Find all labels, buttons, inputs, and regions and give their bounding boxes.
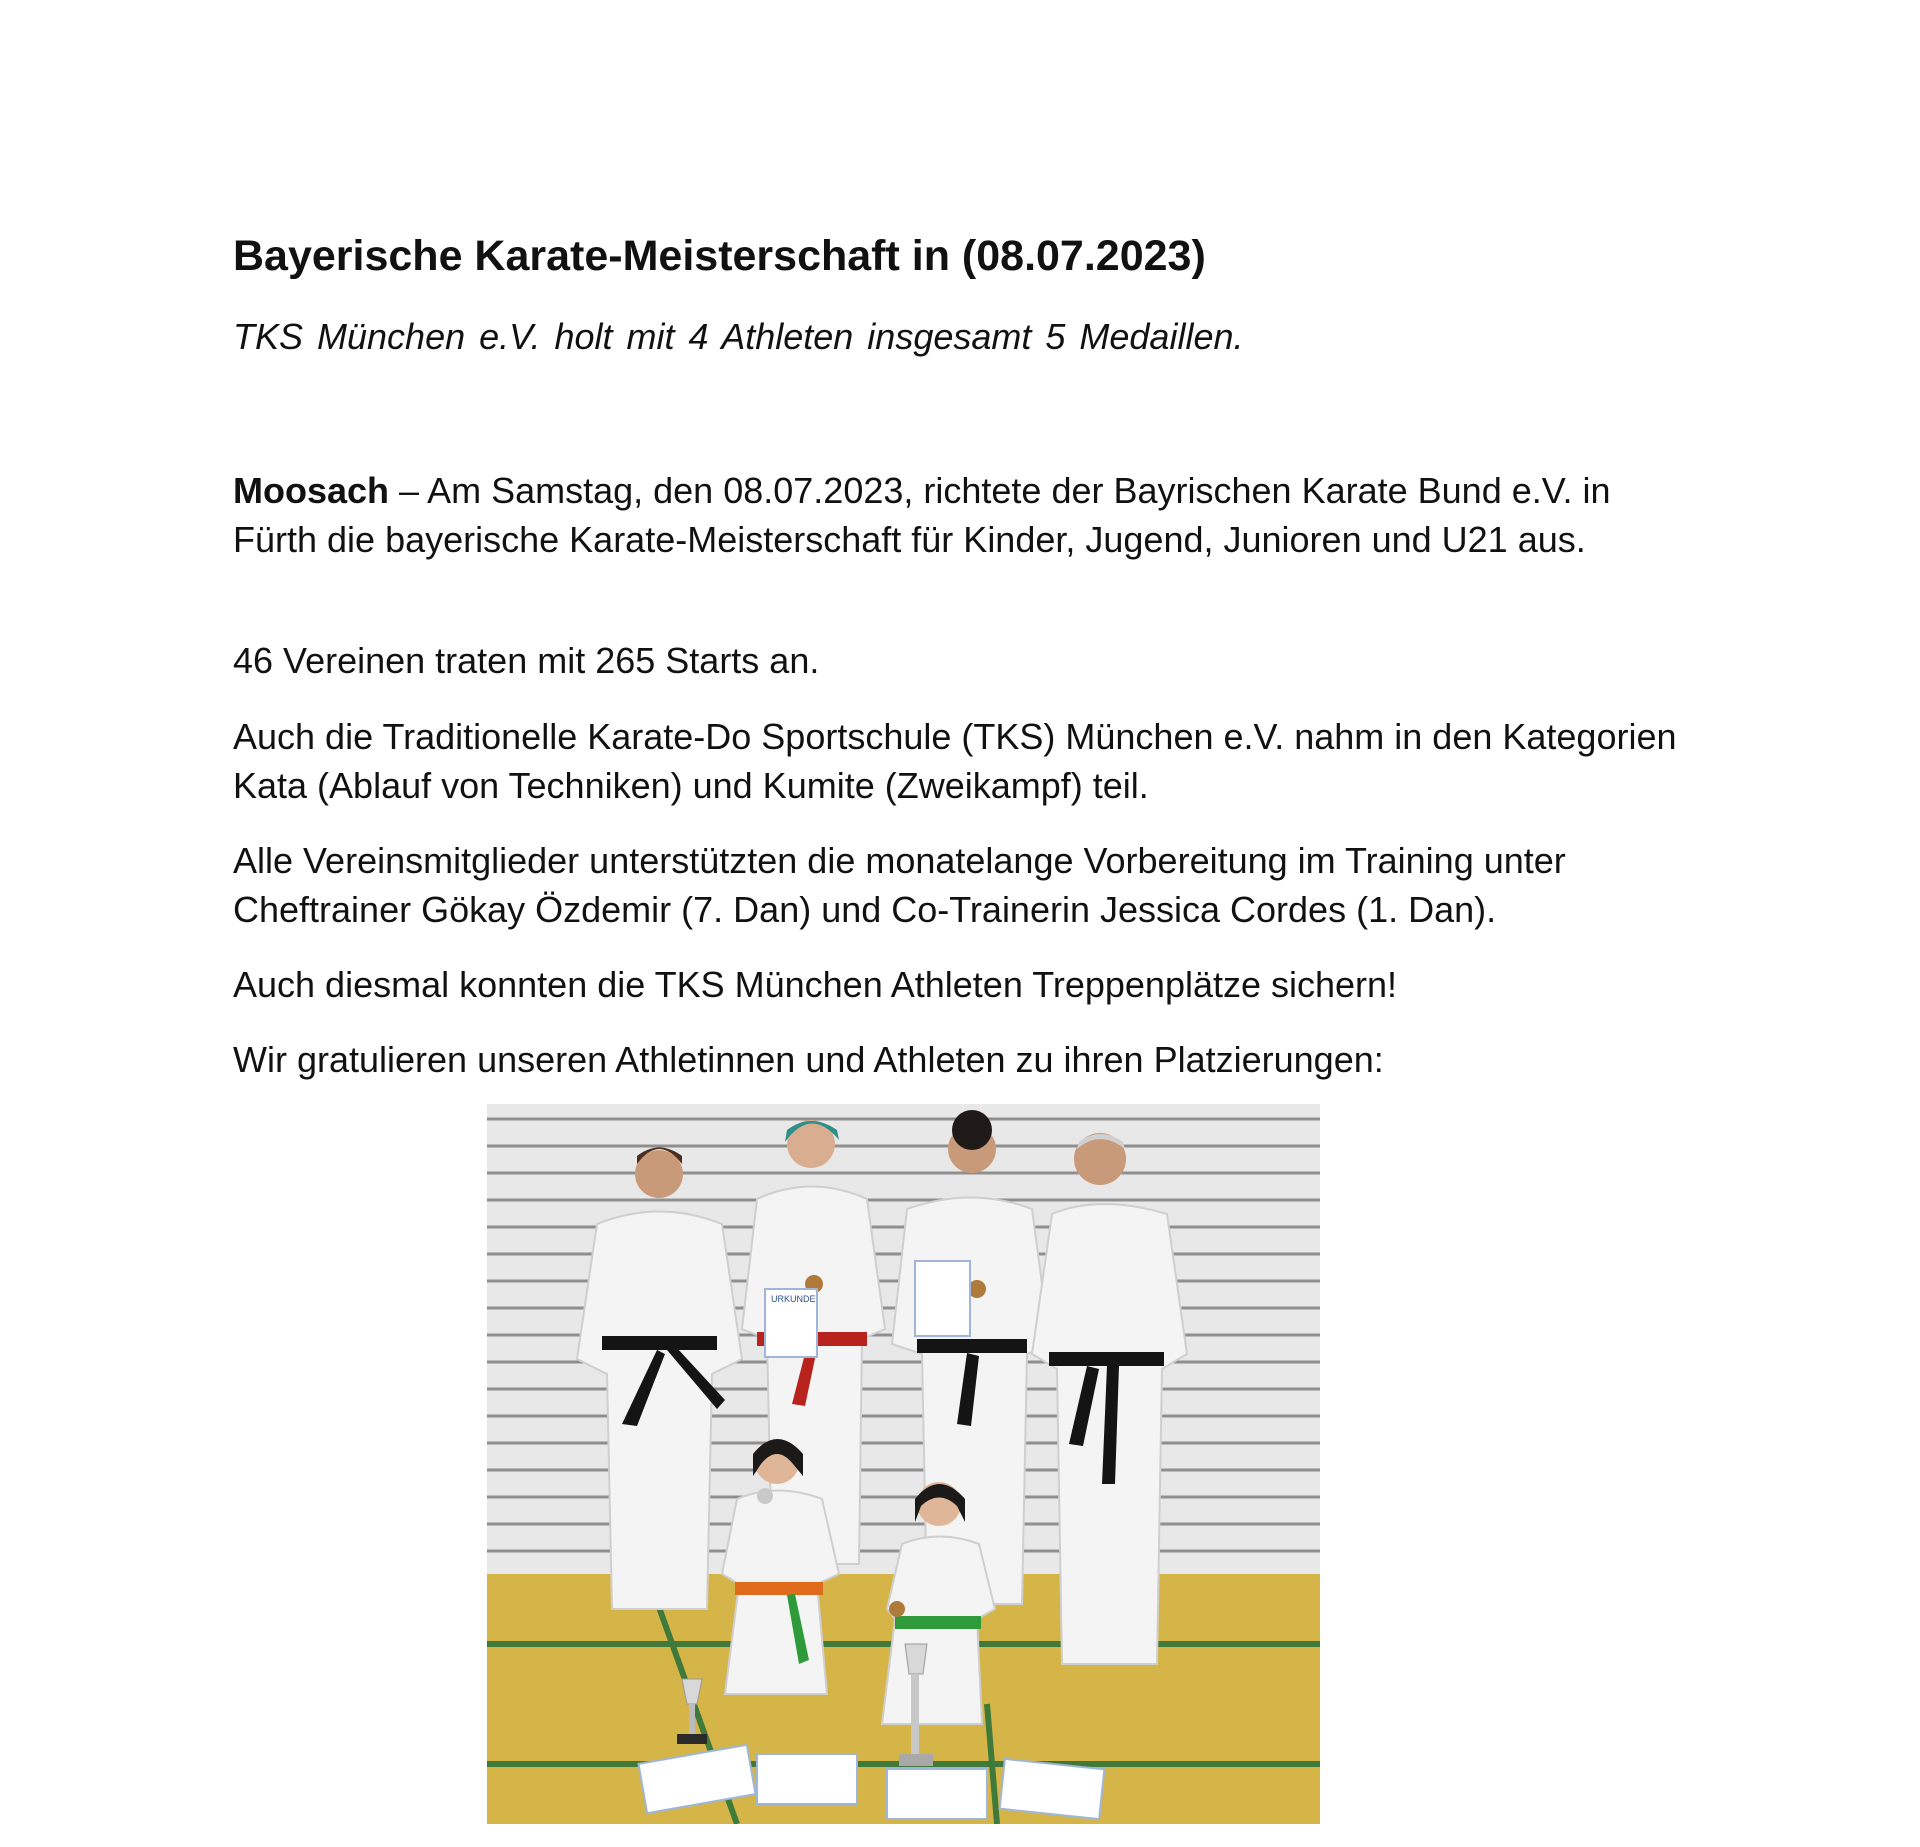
paragraph-tks-participation: Auch die Traditionelle Karate-Do Sportschule (TKS) München e.V. nahm in den Kategorien Kata (Ablauf von Techniken) und Kumite (Zweikampf) teil. (233, 716, 1677, 806)
document-title: Bayerische Karate-Meisterschaft in (08.07.2023) (233, 232, 1206, 280)
paragraph-intro-location: Moosach (233, 470, 390, 511)
document-subtitle: TKS München e.V. holt mit 4 Athleten insgesamt 5 Medaillen. (233, 316, 1244, 357)
paragraph-intro (233, 466, 1703, 564)
paragraph-clubs: 46 Vereinen traten mit 265 Starts an. (233, 640, 820, 681)
paragraph-intro-text: – Am Samstag, den 08.07.2023, richtete der Bayrischen Karate Bund e.V. in Fürth die bayerische Karate-Meisterschaft für Kinder, Jugend, Junioren und U21 aus. (233, 470, 1611, 560)
certificate-label-1: URKUNDE (771, 1294, 816, 1304)
paragraph-training: Alle Vereinsmitglieder unterstützten die monatelange Vorbereitung im Training unter Cheftrainer Gökay Özdemir (7. Dan) und Co-Trainerin Jessica Cordes (1. Dan). (233, 840, 1566, 930)
team-photo-illustration (487, 1104, 1320, 1824)
team-photo (487, 1104, 1320, 1824)
paragraph-podium: Auch diesmal konnten die TKS München Athleten Treppenplätze sichern! (233, 964, 1398, 1005)
paragraph-congratulations: Wir gratulieren unseren Athletinnen und Athleten zu ihren Platzierungen: (233, 1039, 1384, 1080)
